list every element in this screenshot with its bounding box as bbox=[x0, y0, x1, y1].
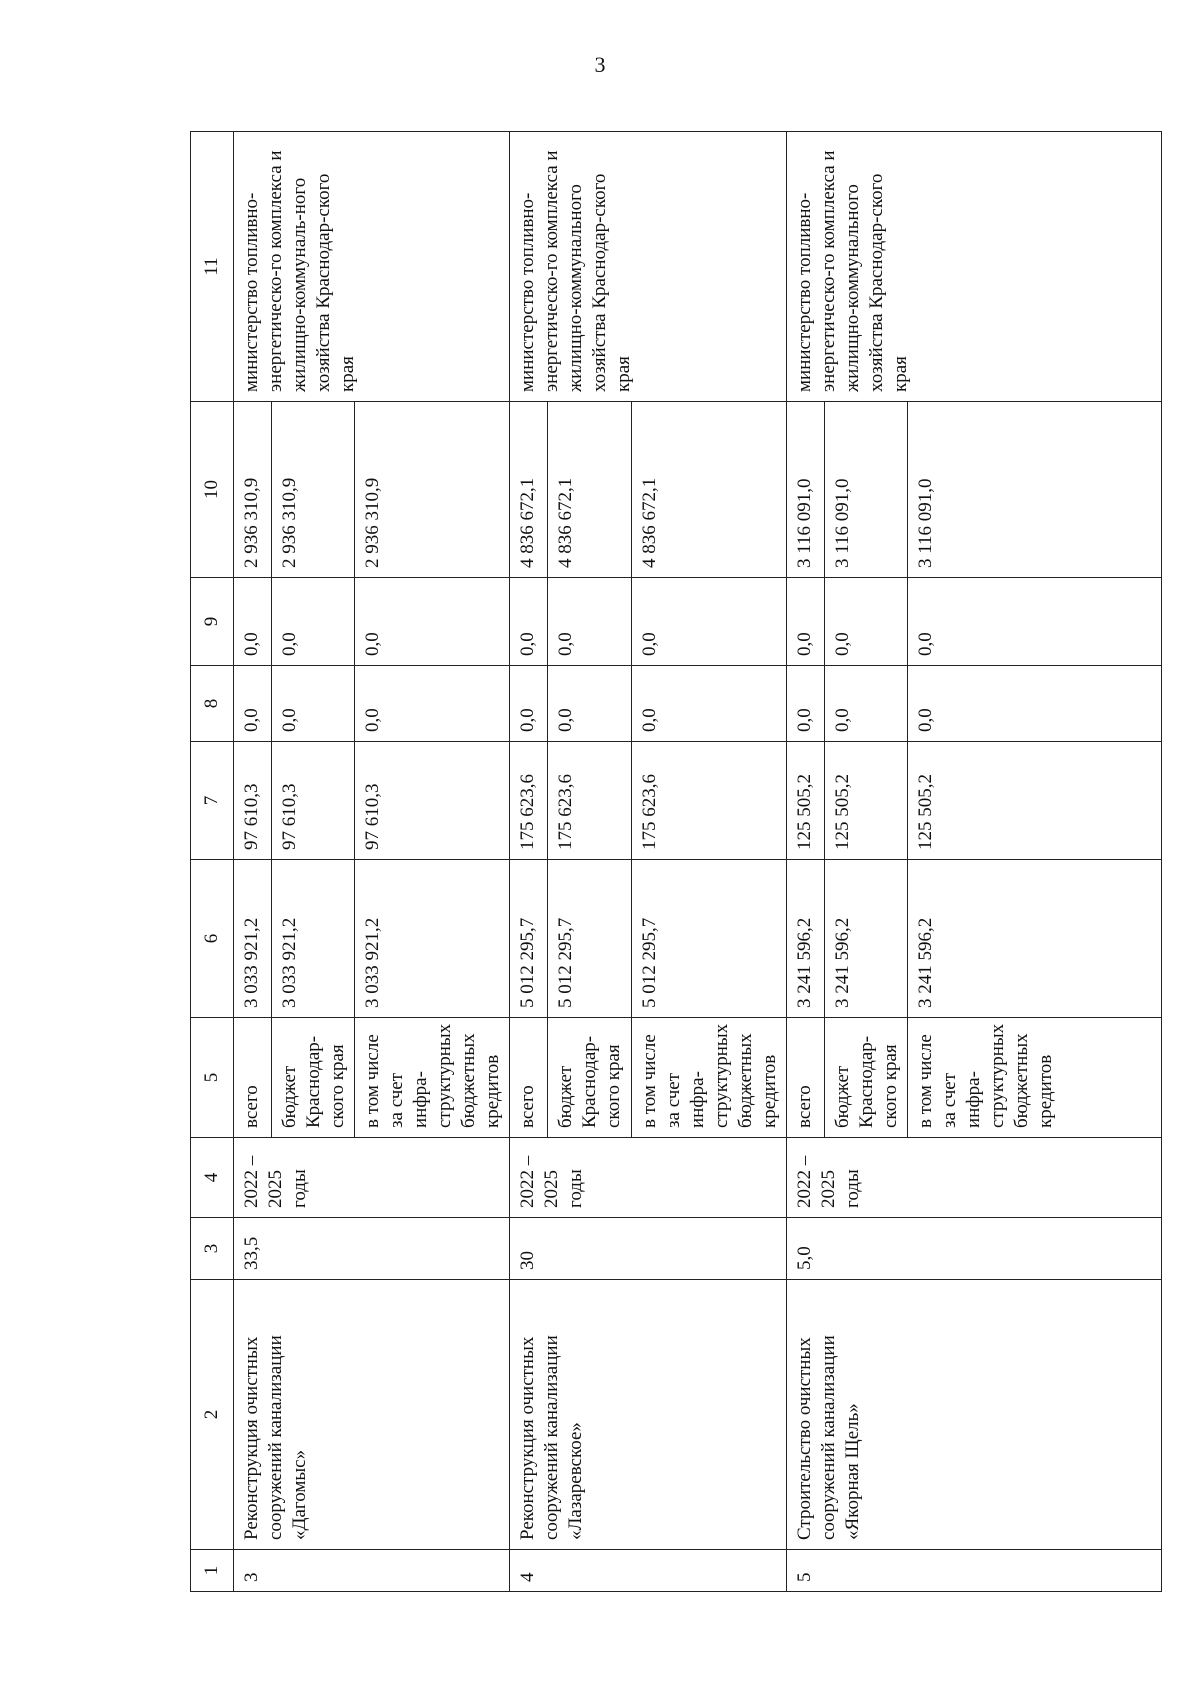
value-cell: 3 033 921,2 bbox=[272, 860, 355, 1018]
object-name: Строительство очистных сооружений канализации «Якорная Щель» bbox=[787, 1280, 1162, 1550]
value-cell: 3 241 596,2 bbox=[908, 860, 1162, 1018]
value-cell: 175 623,6 bbox=[510, 742, 548, 860]
value-cell: 3 241 596,2 bbox=[787, 860, 825, 1018]
header-cell: 4 bbox=[191, 1138, 234, 1218]
object-name: Реконструкция очистных сооружений канализации «Дагомыс» bbox=[234, 1280, 510, 1550]
table-row bbox=[234, 132, 272, 1592]
funding-source: в том числе за счет инфра-структурных бюджетных кредитов bbox=[908, 1018, 1162, 1138]
value-cell: 5 012 295,7 bbox=[510, 860, 548, 1018]
value-cell: 3 116 091,0 bbox=[787, 402, 825, 578]
header-cell: 3 bbox=[191, 1218, 234, 1280]
value-cell: 4 836 672,1 bbox=[510, 402, 548, 578]
responsible-body: министерство топливно-энергетическо-го комплекса и жилищно-коммуналь-ного хозяйства Краснодар-ского края bbox=[234, 132, 510, 402]
value-cell: 175 623,6 bbox=[548, 742, 632, 860]
value-cell: 3 116 091,0 bbox=[825, 402, 908, 578]
funding-source: всего bbox=[234, 1018, 272, 1138]
header-cell: 10 bbox=[191, 402, 234, 578]
value-cell: 0,0 bbox=[787, 578, 825, 666]
period: 2022 – 2025 годы bbox=[234, 1138, 510, 1218]
value-cell: 2 936 310,9 bbox=[272, 402, 355, 578]
funding-source: в том числе за счет инфра-структурных бюджетных кредитов bbox=[632, 1018, 787, 1138]
table-row bbox=[510, 132, 548, 1592]
header-cell: 2 bbox=[191, 1280, 234, 1550]
value-cell: 125 505,2 bbox=[908, 742, 1162, 860]
value-cell: 0,0 bbox=[355, 666, 510, 742]
value-cell: 0,0 bbox=[234, 666, 272, 742]
responsible-body: министерство топливно-энергетическо-го комплекса и жилищно-коммунального хозяйства Краснодар-ского края bbox=[510, 132, 787, 402]
value-cell: 0,0 bbox=[548, 578, 632, 666]
header-cell: 11 bbox=[191, 132, 234, 402]
value-cell: 0,0 bbox=[548, 666, 632, 742]
value-cell: 125 505,2 bbox=[787, 742, 825, 860]
page-number: 3 bbox=[594, 52, 606, 77]
row-number: 4 bbox=[510, 1550, 787, 1592]
value-cell: 0,0 bbox=[825, 578, 908, 666]
value-cell: 0,0 bbox=[825, 666, 908, 742]
value-cell: 0,0 bbox=[355, 578, 510, 666]
header-cell: 9 bbox=[191, 578, 234, 666]
period: 2022 – 2025 годы bbox=[510, 1138, 787, 1218]
value-cell: 0,0 bbox=[908, 666, 1162, 742]
funding-source: бюджет Краснодар-ского края bbox=[825, 1018, 908, 1138]
value-cell: 175 623,6 bbox=[632, 742, 787, 860]
value-cell: 4 836 672,1 bbox=[548, 402, 632, 578]
value-cell: 4 836 672,1 bbox=[632, 402, 787, 578]
value-cell: 0,0 bbox=[632, 666, 787, 742]
value-cell: 3 033 921,2 bbox=[234, 860, 272, 1018]
object-name: Реконструкция очистных сооружений канализации «Лазаревское» bbox=[510, 1280, 787, 1550]
value-cell: 5 012 295,7 bbox=[632, 860, 787, 1018]
value-cell: 0,0 bbox=[234, 578, 272, 666]
value-cell: 3 116 091,0 bbox=[908, 402, 1162, 578]
value-cell: 0,0 bbox=[510, 666, 548, 742]
program-table bbox=[190, 131, 1162, 1592]
value-cell: 0,0 bbox=[510, 578, 548, 666]
capacity-value: 30 bbox=[510, 1218, 787, 1280]
header-cell: 1 bbox=[191, 1550, 234, 1592]
value-cell: 3 241 596,2 bbox=[825, 860, 908, 1018]
value-cell: 97 610,3 bbox=[234, 742, 272, 860]
value-cell: 125 505,2 bbox=[825, 742, 908, 860]
capacity-value: 5,0 bbox=[787, 1218, 1162, 1280]
header-cell: 6 bbox=[191, 860, 234, 1018]
value-cell: 0,0 bbox=[908, 578, 1162, 666]
period: 2022 – 2025 годы bbox=[787, 1138, 1162, 1218]
value-cell: 5 012 295,7 bbox=[548, 860, 632, 1018]
value-cell: 3 033 921,2 bbox=[355, 860, 510, 1018]
responsible-body: министерство топливно-энергетическо-го комплекса и жилищно-коммунального хозяйства Краснодар-ского края bbox=[787, 132, 1162, 402]
header-row bbox=[191, 132, 234, 1592]
table-row bbox=[787, 132, 825, 1592]
header-cell: 8 bbox=[191, 666, 234, 742]
value-cell: 0,0 bbox=[272, 666, 355, 742]
value-cell: 2 936 310,9 bbox=[234, 402, 272, 578]
value-cell: 97 610,3 bbox=[272, 742, 355, 860]
funding-source: всего bbox=[787, 1018, 825, 1138]
capacity-value: 33,5 bbox=[234, 1218, 510, 1280]
funding-source: всего bbox=[510, 1018, 548, 1138]
header-cell: 5 bbox=[191, 1018, 234, 1138]
value-cell: 2 936 310,9 bbox=[355, 402, 510, 578]
row-number: 5 bbox=[787, 1550, 1162, 1592]
row-number: 3 bbox=[234, 1550, 510, 1592]
header-cell: 7 bbox=[191, 742, 234, 860]
value-cell: 0,0 bbox=[632, 578, 787, 666]
rotated-table-container bbox=[190, 132, 1134, 1592]
funding-source: бюджет Краснодар-ского края bbox=[272, 1018, 355, 1138]
value-cell: 97 610,3 bbox=[355, 742, 510, 860]
value-cell: 0,0 bbox=[787, 666, 825, 742]
funding-source: в том числе за счет инфра-структурных бюджетных кредитов bbox=[355, 1018, 510, 1138]
funding-source: бюджет Краснодар-ского края bbox=[548, 1018, 632, 1138]
value-cell: 0,0 bbox=[272, 578, 355, 666]
